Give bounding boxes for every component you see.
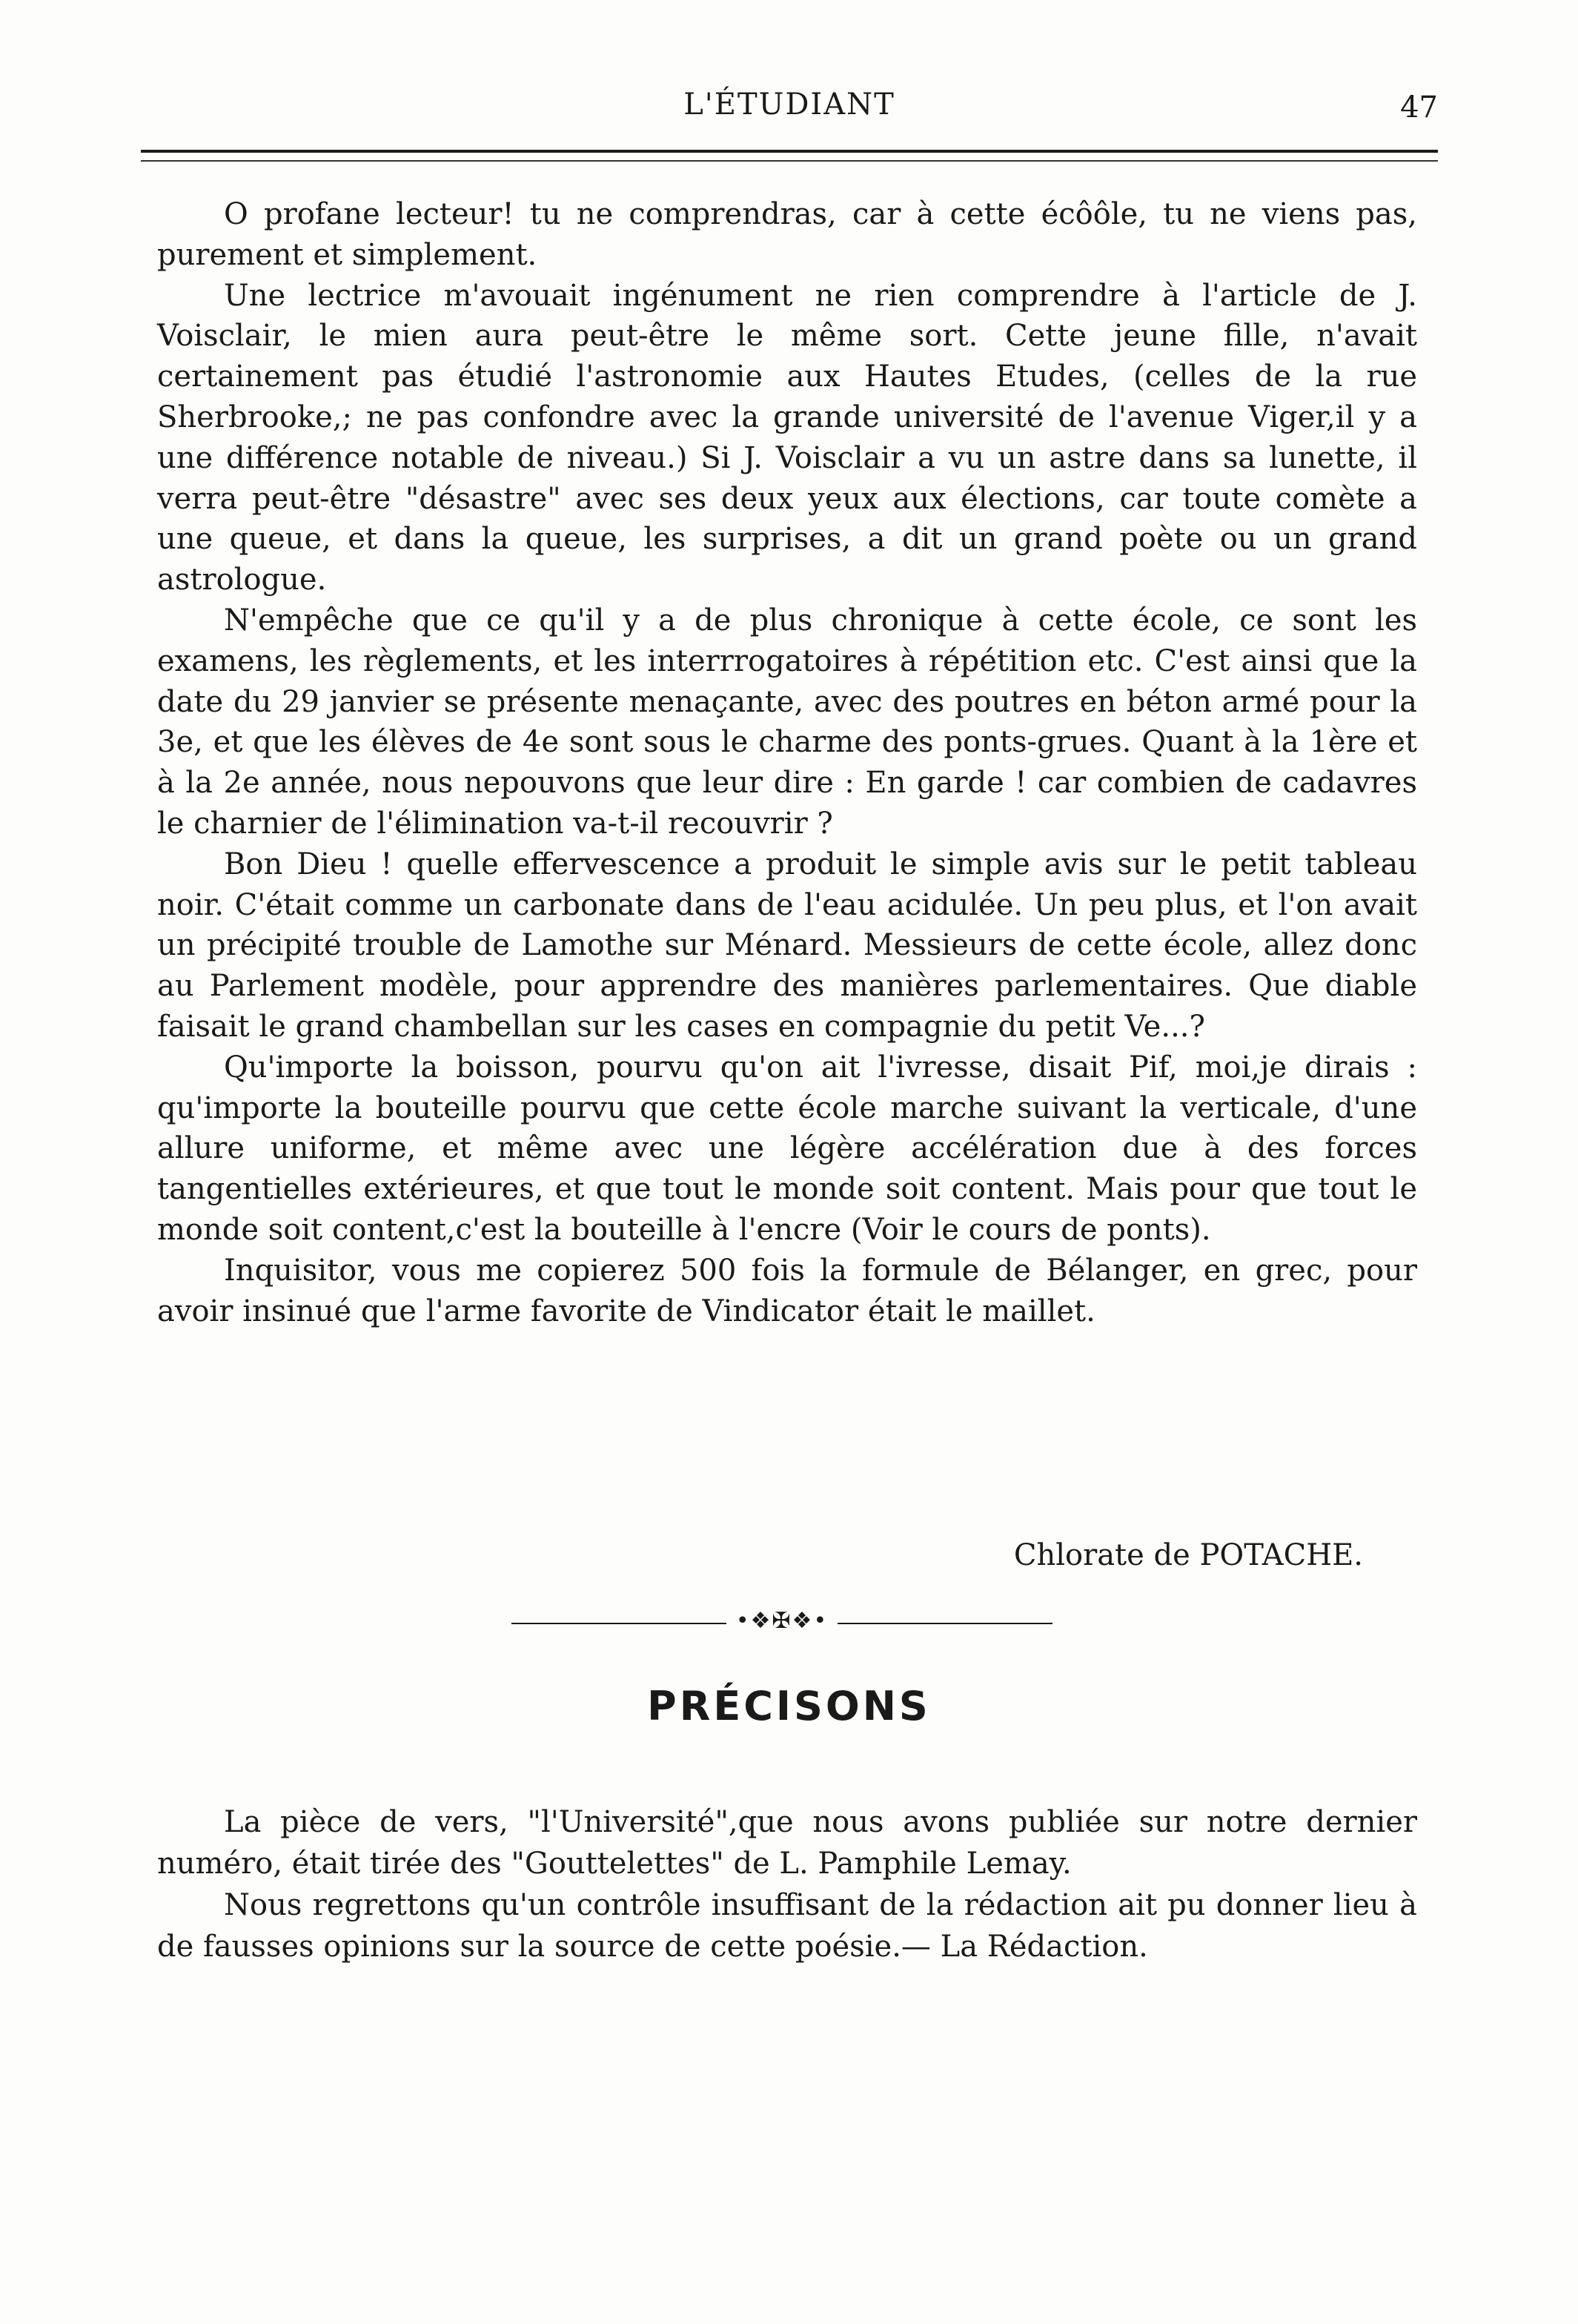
header-rule-thin [141, 160, 1438, 162]
article-paragraph: N'empêche que ce qu'il y a de plus chronique à cette école, ce sont les examens, les règlements, et les interrrogatoires à répétition etc. C'est ainsi que la date du 29 janvier se présente menaçante, avec des poutres en béton armé pour la 3e, et que les élèves de 4e sont sous le charme des ponts-grues. Quant à la 1ère et à la 2e année, nous nepouvons que leur dire : En garde ! car combien de cadavres le charnier de l'élimination va-t-il recouvrir ? [157, 603, 1417, 841]
ornament-icon: •❖✠❖• [735, 1608, 829, 1634]
section-divider [511, 1608, 1052, 1635]
article-paragraph: Inquisitor, vous me copierez 500 fois la formule de Bélanger, en grec, pour avoir insinué que l'arme favorite de Vindicator était le maillet. [157, 1253, 1417, 1328]
article-paragraph: O profane lecteur! tu ne comprendras, car à cette écôôle, tu ne viens pas, purement et simplement. [157, 197, 1417, 272]
article-paragraph: Qu'importe la boisson, pourvu qu'on ait l'ivresse, disait Pif, moi,je dirais : qu'importe la bouteille pourvu que cette école marche suivant la verticale, d'une allure uniforme, et même avec une légère accélération due à des forces tangentielles extérieures, et que tout le monde soit content. Mais pour que tout le monde soit content,c'est la bouteille à l'encre (Voir le cours de ponts). [157, 1050, 1417, 1247]
notice-paragraph: La pièce de vers, "l'Université",que nous avons publiée sur notre dernier numéro, était tirée des "Gouttelettes" de L. Pamphile Lemay. [157, 1805, 1417, 1881]
divider-line-left [511, 1623, 726, 1624]
notice-paragraph: Nous regrettons qu'un contrôle insuffisant de la rédaction ait pu donner lieu à de fausses opinions sur la source de cette poésie.— La Rédaction. [157, 1888, 1417, 1964]
article-body [157, 194, 1417, 1331]
section-title: PRÉCISONS [647, 1683, 931, 1729]
divider-line-right [838, 1623, 1052, 1624]
article-paragraph: Une lectrice m'avouait ingénument ne rien comprendre à l'article de J. Voisclair, le mien aura peut-être le même sort. Cette jeune fille, n'avait certainement pas étudié l'astronomie aux Hautes Etudes, (celles de la rue Sherbrooke,; ne pas confondre avec la grande université de l'avenue Viger,il y a une différence notable de niveau.) Si J. Voisclair a vu un astre dans sa lunette, il verra peut-être "désastre" avec ses deux yeux aux élections, car toute comète a une queue, et dans la queue, les surprises, a dit un grand poète ou un grand astrologue. [157, 278, 1417, 597]
header-rule-thick [141, 150, 1438, 153]
article-paragraph: Bon Dieu ! quelle effervescence a produit le simple avis sur le petit tableau noir. C'était comme un carbonate dans de l'eau acidulée. Un peu plus, et l'on avait un précipité trouble de Lamothe sur Ménard. Messieurs de cette école, allez donc au Parlement modèle, pour apprendre des manières parlementaires. Que diable faisait le grand chambellan sur les cases en compagnie du petit Ve...? [157, 847, 1417, 1044]
article-signature: Chlorate de POTACHE. [1013, 1538, 1363, 1572]
page-number: 47 [1400, 90, 1438, 125]
running-head [141, 87, 1438, 132]
notice-body [157, 1801, 1417, 1967]
running-title: L'ÉTUDIANT [683, 87, 895, 122]
